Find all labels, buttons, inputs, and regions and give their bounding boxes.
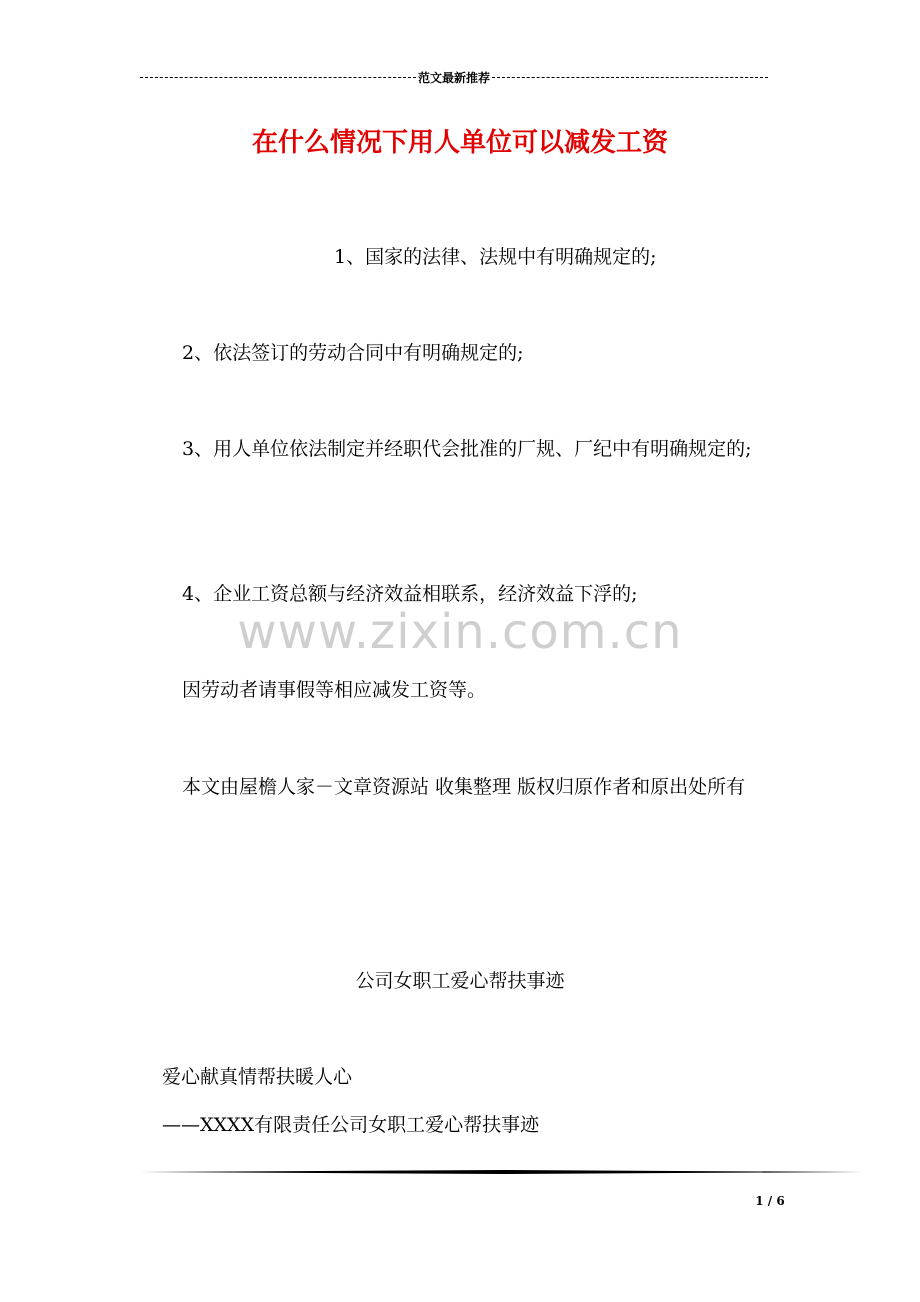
section-title: 公司女职工爱心帮扶事迹: [355, 970, 565, 992]
source-note: 本文由屋檐人家－文章资源站 收集整理 版权归原作者和原出处所有: [182, 776, 746, 798]
header-dash-right: [492, 77, 768, 78]
item-2: 2、依法签订的劳动合同中有明确规定的;: [182, 342, 524, 364]
item-5: 因劳动者请事假等相应减发工资等。: [182, 679, 487, 701]
item-3: 3、用人单位依法制定并经职代会批准的厂规、厂纪中有明确规定的;: [182, 438, 752, 460]
header-label: 范文最新推荐: [418, 70, 491, 85]
document-title: 在什么情况下用人单位可以减发工资: [251, 128, 668, 158]
page-number: 1 / 6: [755, 1194, 785, 1208]
item-1: 1、国家的法律、法规中有明确规定的;: [334, 246, 657, 268]
watermark: www.zixin.com.cn: [237, 604, 683, 660]
footer-rule: [140, 1170, 864, 1174]
item-4: 4、企业工资总额与经济效益相联系，经济效益下浮的;: [182, 583, 638, 605]
subtitle-1: 爱心献真情帮扶暖人心: [162, 1066, 353, 1088]
subtitle-2: ——XXXX有限责任公司女职工爱心帮扶事迹: [162, 1114, 540, 1136]
page-header: [140, 68, 768, 86]
header-dash-left: [140, 77, 416, 78]
